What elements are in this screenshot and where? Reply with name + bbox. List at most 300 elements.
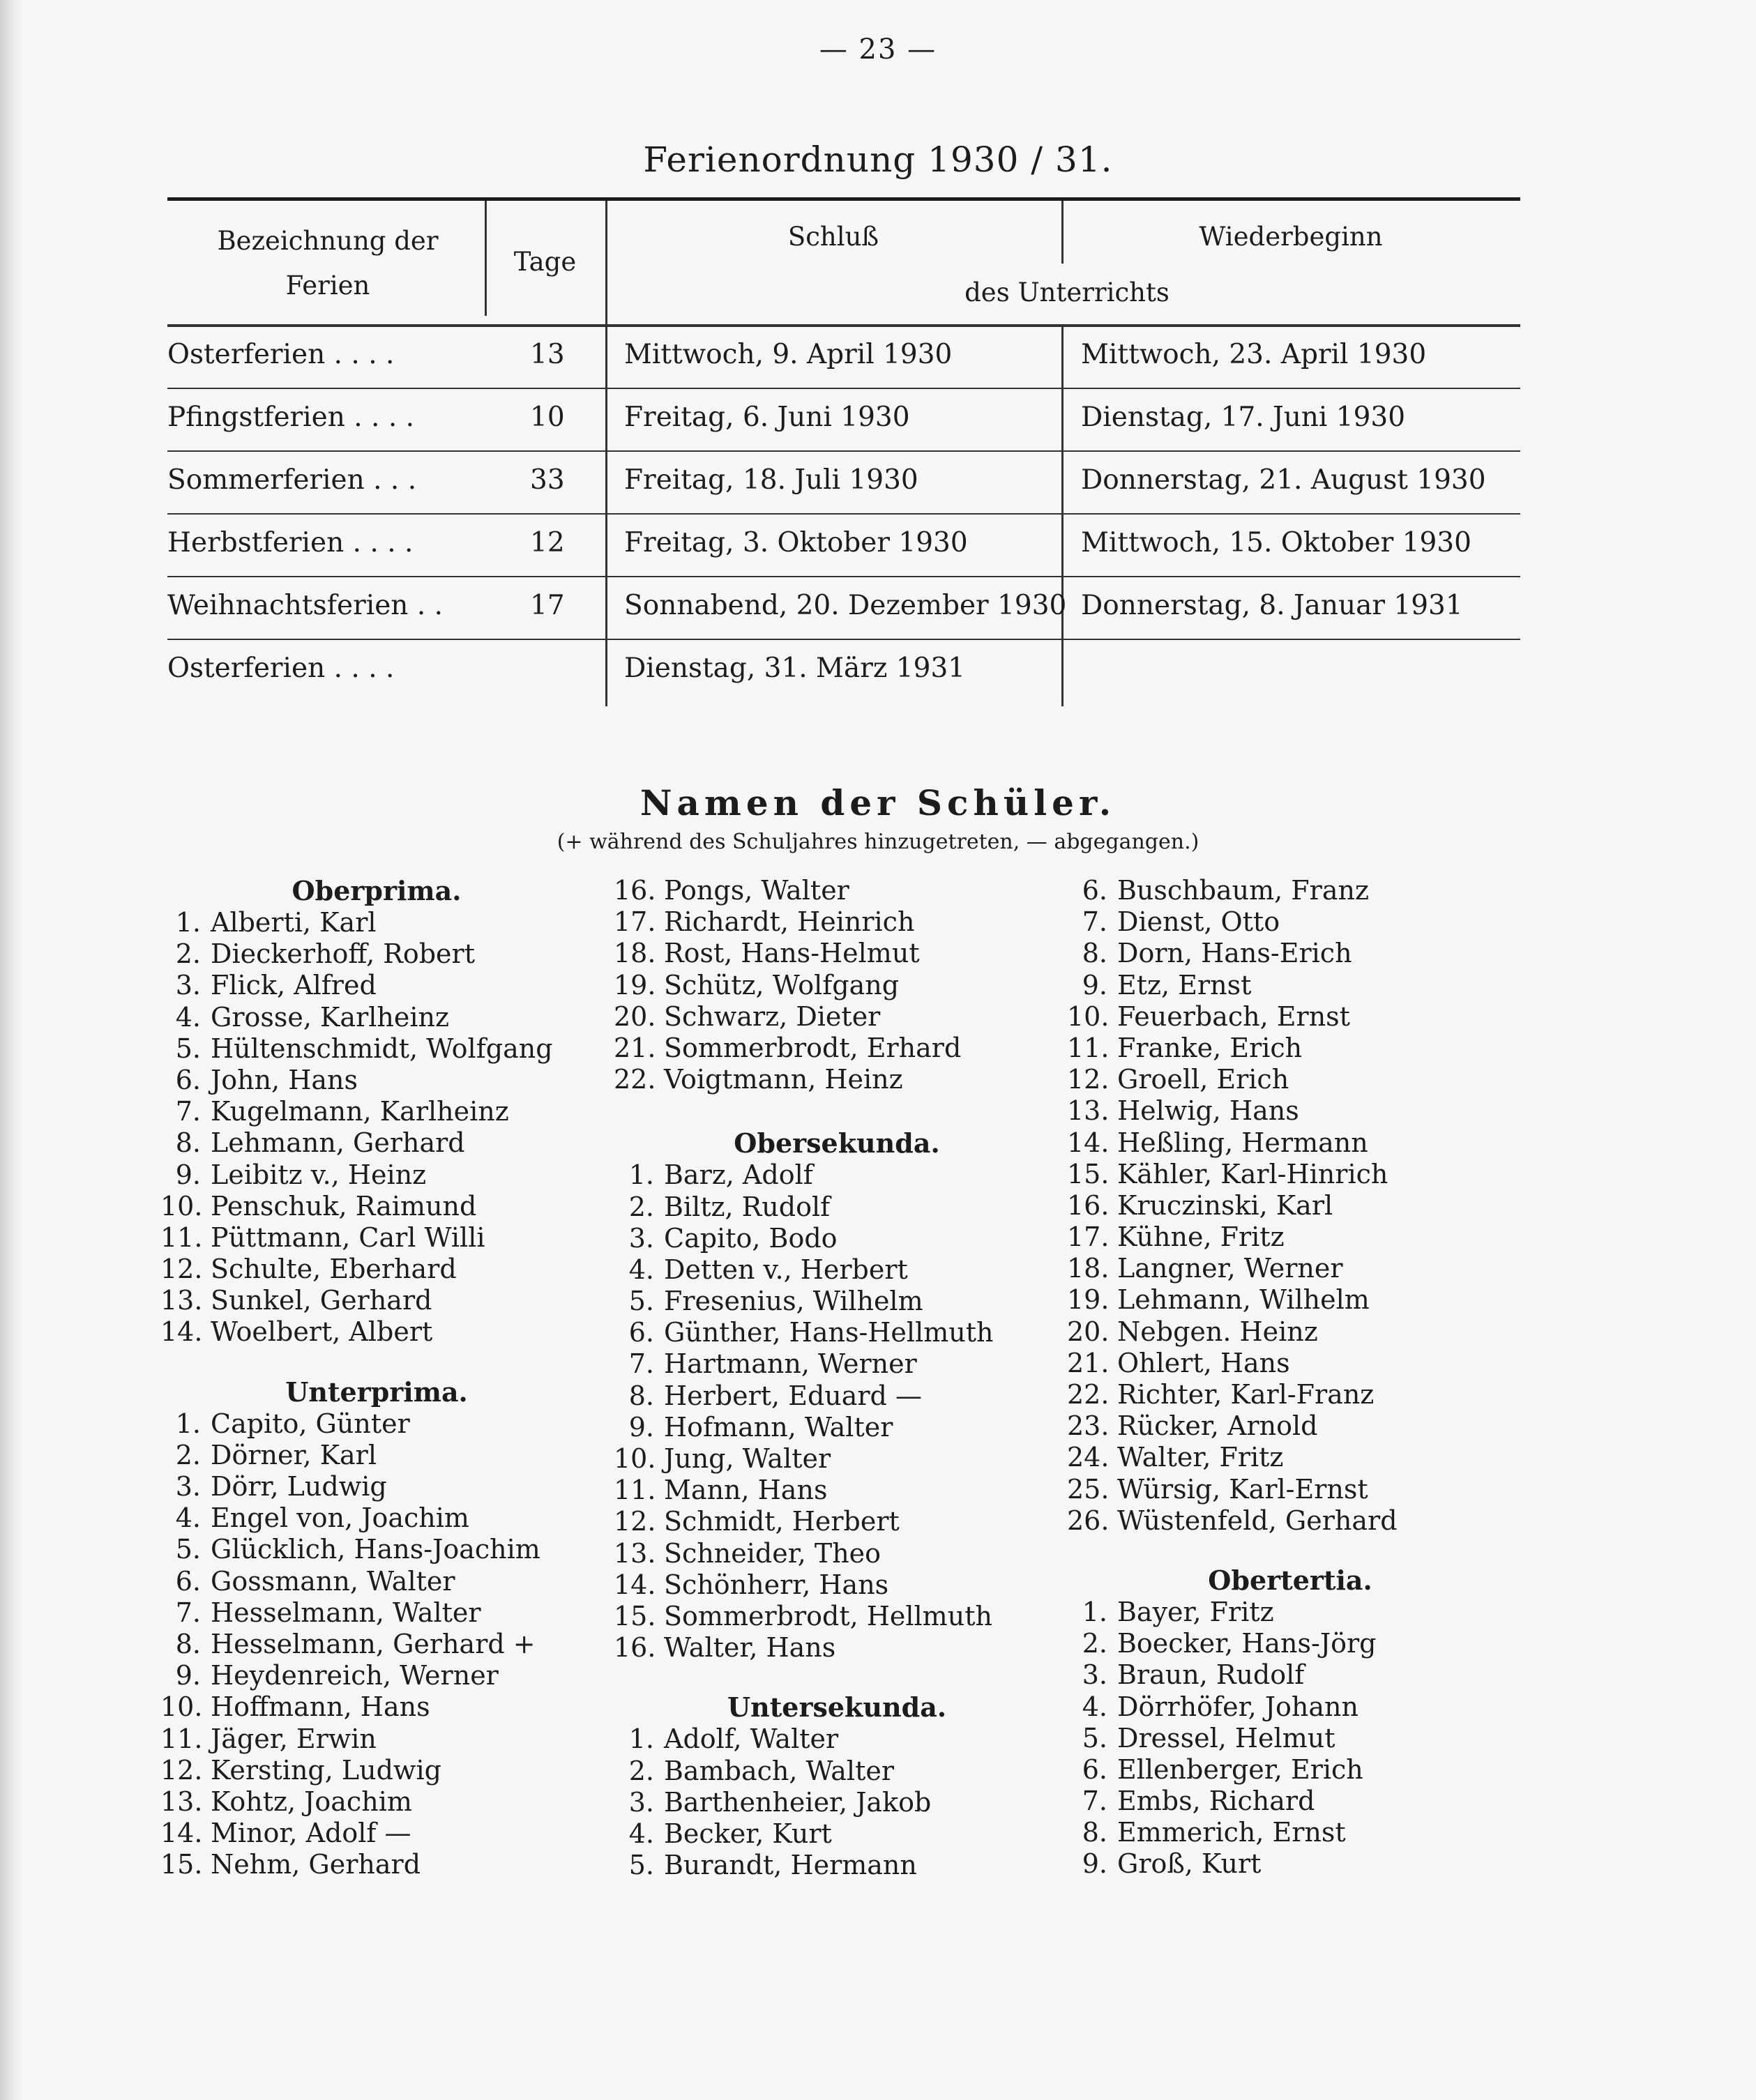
student-name: Woelbert, Albert <box>211 1316 433 1348</box>
student-name: Ohlert, Hans <box>1117 1347 1290 1378</box>
student-name: Dörner, Karl <box>211 1439 377 1470</box>
names-column-2 <box>614 875 1060 1881</box>
page-edge-shadow <box>0 0 24 2100</box>
student-number: 6. <box>175 1064 201 1095</box>
student-entry <box>160 1534 593 1565</box>
student-entry <box>614 1380 1060 1412</box>
student-entry <box>614 906 1060 938</box>
student-entry <box>1067 1159 1513 1190</box>
student-number: 2. <box>1082 1628 1107 1659</box>
student-name: Wüstenfeld, Gerhard <box>1117 1505 1398 1536</box>
student-entry <box>614 1192 1060 1223</box>
student-name: Helwig, Hans <box>1117 1095 1299 1127</box>
student-entry <box>614 1412 1060 1443</box>
student-entry <box>160 1849 593 1880</box>
student-name: Dörr, Ludwig <box>211 1471 387 1502</box>
student-entry <box>1067 1222 1513 1253</box>
table-divider <box>1061 324 1064 706</box>
student-number: 5. <box>1082 1722 1107 1753</box>
student-entry <box>160 1033 593 1065</box>
holiday-restart: Dienstag, 17. Juni 1930 <box>1081 402 1406 433</box>
holiday-restart: Mittwoch, 23. April 1930 <box>1081 339 1427 370</box>
student-entry <box>1067 1754 1513 1786</box>
student-entry <box>614 1632 1060 1664</box>
student-entry <box>614 1443 1060 1475</box>
class-heading: Oberprima. <box>292 875 462 906</box>
student-number: 11. <box>614 1475 656 1506</box>
student-number: 17. <box>1067 1222 1110 1253</box>
holiday-restart: Donnerstag, 21. August 1930 <box>1081 464 1486 496</box>
student-entry <box>1067 906 1513 938</box>
student-entry <box>160 1566 593 1597</box>
student-entry <box>614 1001 1060 1033</box>
student-name: Heydenreich, Werner <box>211 1660 499 1691</box>
student-name: Alberti, Karl <box>211 907 377 938</box>
header-schluss: Schluß <box>787 222 879 252</box>
student-number: 9. <box>175 1660 201 1691</box>
student-name: Hesselmann, Gerhard + <box>211 1628 536 1659</box>
table-row-rule <box>167 450 1520 452</box>
holiday-end: Freitag, 3. Oktober 1930 <box>624 527 968 558</box>
student-entry <box>614 1538 1060 1569</box>
student-number: 11. <box>1067 1032 1110 1063</box>
student-name: Rücker, Arnold <box>1117 1410 1318 1442</box>
student-entry <box>160 1502 593 1534</box>
student-number: 10. <box>614 1443 656 1474</box>
student-name: Groell, Erich <box>1117 1064 1289 1095</box>
student-name: Langner, Werner <box>1117 1253 1343 1284</box>
table-row-rule <box>167 576 1520 577</box>
student-name: Nehm, Gerhard <box>211 1849 421 1880</box>
student-number: 12. <box>614 1506 656 1537</box>
student-name: Herbert, Eduard — <box>664 1380 922 1411</box>
student-number: 15. <box>614 1600 656 1631</box>
student-entry <box>1067 1064 1513 1095</box>
student-entry <box>160 1316 593 1348</box>
student-name: Jung, Walter <box>664 1443 831 1474</box>
student-name: Sommerbrodt, Hellmuth <box>664 1600 992 1631</box>
student-entry <box>1067 1597 1513 1628</box>
table-row-rule <box>167 388 1520 389</box>
holiday-days: 10 <box>530 402 565 433</box>
student-name: Becker, Kurt <box>664 1818 832 1849</box>
student-number: 8. <box>1082 938 1107 969</box>
holiday-end: Freitag, 6. Juni 1930 <box>624 402 910 433</box>
student-number: 3. <box>1082 1659 1107 1691</box>
student-number: 21. <box>1067 1347 1110 1378</box>
student-list <box>614 1159 1060 1664</box>
student-number: 26. <box>1067 1505 1110 1536</box>
student-name: Groß, Kurt <box>1117 1848 1262 1880</box>
student-name: Braun, Rudolf <box>1117 1659 1305 1691</box>
table-divider <box>605 201 607 706</box>
student-name: Sommerbrodt, Erhard <box>664 1032 962 1063</box>
student-entry <box>614 1818 1060 1850</box>
student-list <box>160 1408 593 1881</box>
holiday-schedule-table <box>167 197 1520 710</box>
student-number: 3. <box>628 1786 654 1818</box>
student-entry <box>1067 1095 1513 1127</box>
student-entry <box>160 970 593 1001</box>
holiday-restart: Mittwoch, 15. Oktober 1930 <box>1081 527 1471 558</box>
student-entry <box>160 1786 593 1818</box>
student-name: Fresenius, Wilhelm <box>664 1286 923 1317</box>
student-list <box>1067 875 1513 1537</box>
student-number: 6. <box>1082 1753 1107 1785</box>
student-name: Schwarz, Dieter <box>664 1000 881 1032</box>
student-name: Hofmann, Walter <box>664 1411 893 1443</box>
student-list <box>160 907 593 1348</box>
student-entry <box>614 938 1060 969</box>
student-entry <box>160 1408 593 1440</box>
student-number: 1. <box>1082 1596 1107 1627</box>
student-name: Penschuk, Raimund <box>211 1190 477 1222</box>
student-number: 25. <box>1067 1473 1110 1505</box>
student-name: Feuerbach, Ernst <box>1117 1000 1350 1032</box>
student-number: 15. <box>1067 1158 1110 1189</box>
student-number: 10. <box>160 1190 203 1222</box>
student-number: 7. <box>175 1597 201 1628</box>
student-number: 22. <box>1067 1379 1110 1410</box>
student-number: 8. <box>175 1127 201 1159</box>
student-name: Rost, Hans-Helmut <box>664 938 920 969</box>
student-number: 12. <box>1067 1064 1110 1095</box>
student-entry <box>614 1850 1060 1881</box>
student-number: 24. <box>1067 1442 1110 1473</box>
student-number: 23. <box>1067 1410 1110 1442</box>
student-name: Schneider, Theo <box>664 1537 881 1569</box>
student-number: 14. <box>160 1818 203 1849</box>
student-entry <box>160 1440 593 1471</box>
student-entry <box>160 1222 593 1254</box>
student-name: Sunkel, Gerhard <box>211 1285 432 1316</box>
student-entry <box>160 1096 593 1127</box>
student-entry <box>1067 1723 1513 1754</box>
student-entry <box>1067 938 1513 969</box>
student-names-title: Namen der Schüler. <box>639 782 1117 823</box>
student-entry <box>160 1191 593 1222</box>
student-number: 9. <box>1082 969 1107 1000</box>
student-name: Kruczinski, Karl <box>1117 1189 1333 1221</box>
student-entry <box>160 938 593 970</box>
student-entry <box>614 1569 1060 1601</box>
student-name: Dienst, Otto <box>1117 906 1280 938</box>
student-name: Emmerich, Ernst <box>1117 1817 1346 1848</box>
holiday-name: Pfingstferien . . . . <box>167 402 415 433</box>
student-number: 7. <box>1082 1786 1107 1817</box>
student-name: Kohtz, Joachim <box>211 1786 412 1817</box>
student-number: 14. <box>1067 1127 1110 1158</box>
student-number: 19. <box>614 969 656 1000</box>
student-name: Barz, Adolf <box>664 1159 813 1191</box>
class-heading: Untersekunda. <box>727 1691 947 1724</box>
student-entry <box>1067 1379 1513 1410</box>
student-name: Hesselmann, Walter <box>211 1597 481 1628</box>
student-name: Engel von, Joachim <box>211 1502 469 1534</box>
student-list <box>614 875 1060 1095</box>
student-entry <box>614 970 1060 1001</box>
student-name: Kähler, Karl-Hinrich <box>1117 1158 1388 1189</box>
student-name: John, Hans <box>211 1064 358 1095</box>
student-name: Buschbaum, Franz <box>1117 875 1369 906</box>
student-entry <box>1067 1786 1513 1817</box>
student-entry <box>1067 1001 1513 1033</box>
student-entry <box>160 1629 593 1660</box>
student-number: 2. <box>175 1439 201 1470</box>
student-entry <box>1067 1127 1513 1159</box>
student-name: Bayer, Fritz <box>1117 1596 1274 1627</box>
student-name: Kersting, Ludwig <box>211 1754 441 1786</box>
student-names-legend: (+ während des Schuljahres hinzugetreten, — abgegangen.) <box>557 830 1199 854</box>
student-entry <box>160 1065 593 1096</box>
student-number: 16. <box>614 1632 656 1664</box>
student-entry <box>160 1818 593 1849</box>
student-number: 11. <box>160 1723 203 1754</box>
student-entry <box>614 1506 1060 1537</box>
student-number: 4. <box>175 1001 201 1033</box>
student-name: Lehmann, Gerhard <box>211 1127 465 1159</box>
student-number: 14. <box>614 1569 656 1600</box>
student-number: 12. <box>160 1254 203 1285</box>
student-number: 1. <box>628 1159 654 1191</box>
student-number: 6. <box>628 1317 654 1348</box>
names-column-3 <box>1067 875 1513 1880</box>
student-name: Dorn, Hans-Erich <box>1117 938 1352 969</box>
student-number: 18. <box>1067 1253 1110 1284</box>
student-number: 13. <box>160 1285 203 1316</box>
student-entry <box>160 1597 593 1629</box>
names-column-1 <box>160 875 593 1880</box>
student-entry <box>614 1317 1060 1348</box>
holiday-name: Osterferien . . . . <box>167 339 395 370</box>
student-entry <box>160 1254 593 1285</box>
student-number: 17. <box>614 906 656 938</box>
student-name: Richter, Karl-Franz <box>1117 1379 1375 1410</box>
page-number: — 23 — <box>819 33 937 66</box>
table-row-rule <box>167 639 1520 640</box>
student-number: 18. <box>614 938 656 969</box>
student-number: 5. <box>628 1850 654 1881</box>
student-entry <box>1067 1348 1513 1379</box>
student-name: Würsig, Karl-Ernst <box>1117 1473 1368 1505</box>
student-number: 19. <box>1067 1284 1110 1316</box>
student-entry <box>1067 1659 1513 1691</box>
header-bezeichnung: Bezeichnung der <box>217 226 439 256</box>
student-name: Barthenheier, Jakob <box>664 1786 932 1818</box>
student-entry <box>1067 1817 1513 1848</box>
student-name: Kugelmann, Karlheinz <box>211 1096 509 1127</box>
student-name: Kühne, Fritz <box>1117 1222 1285 1253</box>
table-row-rule <box>167 513 1520 515</box>
student-entry <box>1067 1316 1513 1348</box>
student-name: Schmidt, Herbert <box>664 1506 900 1537</box>
student-number: 4. <box>628 1818 654 1849</box>
student-number: 5. <box>175 1033 201 1064</box>
student-entry <box>1067 1691 1513 1723</box>
student-number: 16. <box>614 875 656 906</box>
student-name: Minor, Adolf — <box>211 1818 411 1849</box>
header-des-unterrichts: des Unterrichts <box>964 277 1170 307</box>
student-entry <box>614 1159 1060 1191</box>
student-entry <box>614 1787 1060 1818</box>
student-number: 3. <box>175 1471 201 1502</box>
student-number: 3. <box>175 970 201 1001</box>
student-entry <box>160 1660 593 1691</box>
student-number: 7. <box>1082 906 1107 938</box>
holiday-restart: Donnerstag, 8. Januar 1931 <box>1081 590 1463 621</box>
student-entry <box>160 1471 593 1502</box>
student-number: 1. <box>175 907 201 938</box>
student-name: Richardt, Heinrich <box>664 906 915 938</box>
holiday-name: Herbstferien . . . . <box>167 527 414 558</box>
header-ferien: Ferien <box>285 271 370 300</box>
student-entry <box>160 1755 593 1786</box>
student-name: Boecker, Hans-Jörg <box>1117 1628 1377 1659</box>
student-entry <box>160 1159 593 1191</box>
student-name: Ellenberger, Erich <box>1117 1753 1363 1785</box>
student-name: Walter, Fritz <box>1117 1442 1284 1473</box>
student-number: 12. <box>160 1754 203 1786</box>
section-gap <box>614 1664 1060 1691</box>
student-number: 10. <box>1067 1000 1110 1032</box>
holiday-days: 33 <box>530 464 565 496</box>
student-entry <box>160 1724 593 1755</box>
student-number: 5. <box>175 1534 201 1565</box>
student-entry <box>1067 1474 1513 1505</box>
student-entry <box>614 1286 1060 1317</box>
student-name: Hartmann, Werner <box>664 1348 917 1380</box>
student-name: Heßling, Hermann <box>1117 1127 1368 1158</box>
student-number: 15. <box>160 1849 203 1880</box>
holiday-end: Dienstag, 31. März 1931 <box>624 653 966 684</box>
student-entry <box>614 1348 1060 1380</box>
student-name: Gossmann, Walter <box>211 1565 455 1597</box>
student-entry <box>1067 1442 1513 1473</box>
student-entry <box>1067 1033 1513 1064</box>
student-number: 5. <box>628 1286 654 1317</box>
student-number: 13. <box>1067 1095 1110 1127</box>
student-number: 21. <box>614 1032 656 1063</box>
student-entry <box>1067 970 1513 1001</box>
student-name: Walter, Hans <box>664 1632 836 1664</box>
student-number: 4. <box>175 1502 201 1534</box>
student-number: 2. <box>628 1755 654 1786</box>
student-name: Grosse, Karlheinz <box>211 1001 450 1033</box>
header-tage: Tage <box>513 247 577 277</box>
student-name: Schütz, Wolfgang <box>664 969 900 1000</box>
student-entry <box>614 1475 1060 1506</box>
student-name: Dieckerhoff, Robert <box>211 938 475 970</box>
student-name: Lehmann, Wilhelm <box>1117 1284 1370 1316</box>
student-number: 9. <box>175 1159 201 1190</box>
student-entry <box>1067 1253 1513 1284</box>
holiday-name: Sommerferien . . . <box>167 464 417 496</box>
student-number: 9. <box>1082 1848 1107 1880</box>
holiday-name: Osterferien . . . . <box>167 653 395 684</box>
student-name: Franke, Erich <box>1117 1032 1303 1063</box>
student-entry <box>614 1756 1060 1787</box>
student-number: 6. <box>1082 875 1107 906</box>
student-entry <box>1067 1848 1513 1880</box>
holiday-schedule-title: Ferienordnung 1930 / 31. <box>643 139 1113 180</box>
student-name: Detten v., Herbert <box>664 1254 908 1285</box>
student-number: 10. <box>160 1691 203 1723</box>
holiday-end: Sonnabend, 20. Dezember 1930 <box>624 590 1067 621</box>
student-name: Glücklich, Hans-Joachim <box>211 1534 540 1565</box>
student-number: 9. <box>628 1411 654 1443</box>
student-name: Flick, Alfred <box>211 970 377 1001</box>
student-number: 13. <box>614 1537 656 1569</box>
student-entry <box>1067 1628 1513 1659</box>
student-number: 8. <box>175 1628 201 1659</box>
student-number: 16. <box>1067 1189 1110 1221</box>
student-entry <box>614 1064 1060 1095</box>
student-number: 1. <box>175 1408 201 1439</box>
student-name: Capito, Bodo <box>664 1222 838 1254</box>
student-entry <box>614 875 1060 906</box>
student-number: 22. <box>614 1064 656 1095</box>
student-entry <box>1067 1410 1513 1442</box>
student-entry <box>1067 1284 1513 1316</box>
student-number: 8. <box>628 1380 654 1411</box>
student-entry <box>1067 1190 1513 1222</box>
student-name: Hültenschmidt, Wolfgang <box>211 1033 553 1064</box>
student-name: Jäger, Erwin <box>211 1723 377 1754</box>
student-entry <box>160 1691 593 1723</box>
student-name: Pongs, Walter <box>664 875 849 906</box>
student-number: 1. <box>628 1724 654 1755</box>
student-name: Biltz, Rudolf <box>664 1191 831 1222</box>
student-name: Schulte, Eberhard <box>211 1254 457 1285</box>
section-gap <box>1067 1537 1513 1565</box>
student-number: 2. <box>175 938 201 970</box>
student-entry <box>160 907 593 938</box>
section-gap <box>614 1095 1060 1127</box>
student-entry <box>614 1601 1060 1632</box>
student-name: Püttmann, Carl Willi <box>211 1222 485 1253</box>
holiday-name: Weihnachtsferien . . <box>167 590 444 621</box>
table-header-rule <box>167 324 1520 327</box>
section-gap <box>160 1348 593 1376</box>
student-name: Bambach, Walter <box>664 1755 894 1786</box>
holiday-days: 13 <box>530 339 565 370</box>
header-wiederbeginn: Wiederbeginn <box>1199 222 1383 252</box>
student-name: Etz, Ernst <box>1117 969 1252 1000</box>
holiday-end: Freitag, 18. Juli 1930 <box>624 464 918 496</box>
holiday-end: Mittwoch, 9. April 1930 <box>624 339 953 370</box>
student-entry <box>1067 1505 1513 1537</box>
class-heading: Obersekunda. <box>734 1127 940 1159</box>
student-entry <box>614 1254 1060 1286</box>
class-heading: Obertertia. <box>1208 1564 1372 1596</box>
student-number: 2. <box>628 1191 654 1222</box>
holiday-days: 12 <box>530 527 565 558</box>
student-number: 8. <box>1082 1817 1107 1848</box>
student-name: Leibitz v., Heinz <box>211 1159 427 1190</box>
student-entry <box>1067 875 1513 906</box>
student-number: 7. <box>175 1096 201 1127</box>
student-name: Capito, Günter <box>211 1408 410 1439</box>
student-entry <box>614 1223 1060 1254</box>
student-name: Schönherr, Hans <box>664 1569 889 1600</box>
student-name: Hoffmann, Hans <box>211 1691 430 1723</box>
student-number: 4. <box>628 1254 654 1285</box>
student-name: Embs, Richard <box>1117 1786 1315 1817</box>
student-number: 14. <box>160 1316 203 1348</box>
student-name: Nebgen. Heinz <box>1117 1316 1318 1347</box>
student-entry <box>160 1127 593 1159</box>
student-number: 3. <box>628 1222 654 1254</box>
